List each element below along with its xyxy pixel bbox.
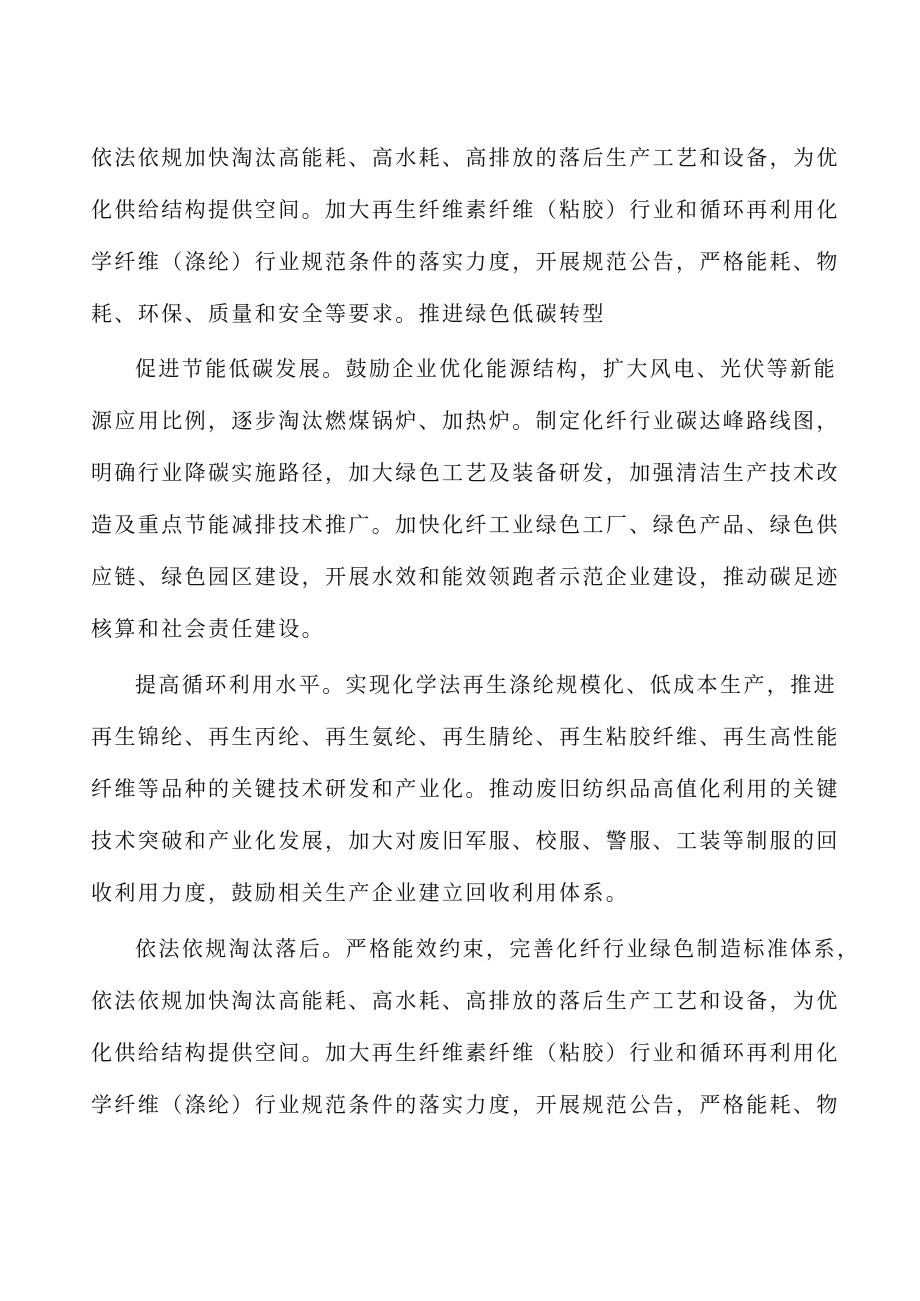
text-line: 学纤维（涤纶）行业规范条件的落实力度，开展规范公告，严格能耗、物 bbox=[91, 1093, 840, 1117]
text-line: 明确行业降碳实施路径，加大绿色工艺及装备研发，加强清洁生产技术改 bbox=[91, 461, 840, 485]
paragraph-first-line: 依法依规淘汰落后。严格能效约束，完善化纤行业绿色制造标准体系， bbox=[135, 937, 861, 961]
text-line: 技术突破和产业化发展，加大对废旧军服、校服、警服、工装等制服的回 bbox=[91, 829, 840, 853]
paragraph-first-line: 提高循环利用水平。实现化学法再生涤纶规模化、低成本生产，推进 bbox=[135, 673, 837, 697]
paragraph-first-line: 促进节能低碳发展。鼓励企业优化能源结构，扩大风电、光伏等新能 bbox=[135, 357, 837, 381]
text-line: 耗、环保、质量和安全等要求。推进绿色低碳转型 bbox=[91, 302, 606, 326]
text-line: 造及重点节能减排技术推广。加快化纤工业绿色工厂、绿色产品、绿色供 bbox=[91, 513, 840, 537]
text-line: 收利用力度，鼓励相关生产企业建立回收利用体系。 bbox=[91, 881, 630, 905]
text-line: 应链、绿色园区建设，开展水效和能效领跑者示范企业建设，推动碳足迹 bbox=[91, 565, 840, 589]
text-line: 依法依规加快淘汰高能耗、高水耗、高排放的落后生产工艺和设备，为优 bbox=[91, 146, 840, 170]
text-line: 依法依规加快淘汰高能耗、高水耗、高排放的落后生产工艺和设备，为优 bbox=[91, 989, 840, 1013]
text-line: 纤维等品种的关键技术研发和产业化。推动废旧纺织品高值化利用的关键 bbox=[91, 777, 840, 801]
text-line: 学纤维（涤纶）行业规范条件的落实力度，开展规范公告，严格能耗、物 bbox=[91, 250, 840, 274]
text-line: 化供给结构提供空间。加大再生纤维素纤维（粘胶）行业和循环再利用化 bbox=[91, 1041, 840, 1065]
text-line: 化供给结构提供空间。加大再生纤维素纤维（粘胶）行业和循环再利用化 bbox=[91, 198, 840, 222]
text-line: 再生锦纶、再生丙纶、再生氨纶、再生腈纶、再生粘胶纤维、再生高性能 bbox=[91, 725, 840, 749]
text-line: 源应用比例，逐步淘汰燃煤锅炉、加热炉。制定化纤行业碳达峰路线图， bbox=[91, 409, 840, 433]
text-line: 核算和社会责任建设。 bbox=[91, 617, 325, 641]
